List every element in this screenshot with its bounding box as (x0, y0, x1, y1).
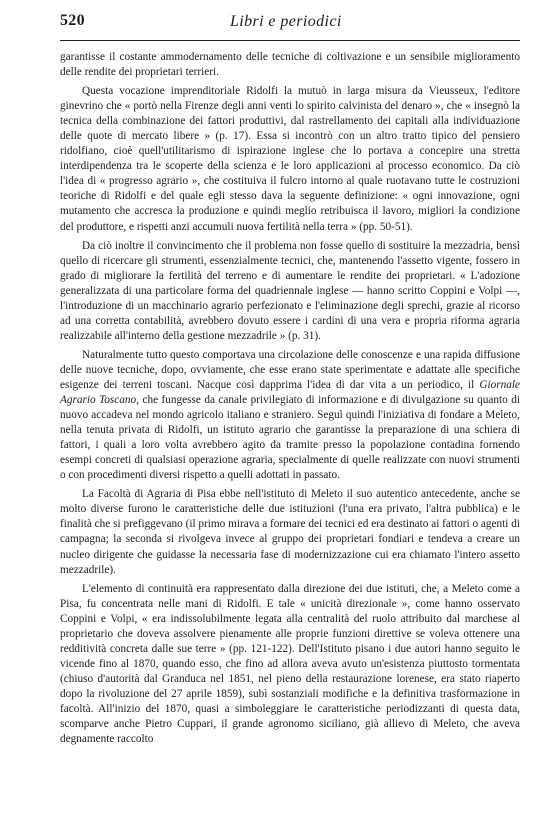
page-number: 520 (60, 12, 85, 29)
paragraph-3: Da ciò inoltre il convincimento che il problema non fosse quello di sostituire la mezzadria, bensì quello di ricercare gli strumenti, essenzialmente tecnici, che, mantenendo l'assetto vigente, fossero in grado di migliorare la fertilità del terreno e di aumentare le rendite dei proprietari. « L'adozione generalizzata di una particolare forma del quadriennale inglese — hanno scritto Coppini e Volpi —, l'introduzione di un macchinario agrario perfezionato e l'eliminazione degli sprechi, grazie al ricorso ad una corretta contabilità, avrebbero dovuto essere i cardini di una vera e propria riforma agraria realizzabile all'interno della gestione mezzadrile » (p. 31). (60, 239, 520, 342)
paragraph-1: garantisse il costante ammodernamento delle tecniche di coltivazione e un sensibile miglioramento delle rendite dei proprietari terrieri. (60, 51, 520, 79)
journal-name-italic: Giornale Agrario Toscano (60, 378, 520, 407)
paragraph-5: La Facoltà di Agraria di Pisa ebbe nell'istituto di Meleto il suo autentico antecedente, anche se molto diverse furono le caratteristiche delle due istituzioni (l'una era privato, l'altra pubblica) e le finalità che si prefiggevano (il primo mirava a formare dei tecnici ed era destinato ai fattori o agenti di campagna; la seconda si rivolgeva invece al gruppo dei proprietari fondiari e tendeva a creare un nucleo dirigente che guidasse la necessaria fase di modernizzazione cui era chiamato l'intero assetto mezzadrile). (60, 488, 520, 576)
article-body (60, 50, 520, 747)
paragraph-4: Naturalmente tutto questo comportava una circolazione delle conoscenze e una rapida diffusione delle nuove tecniche, dopo, ovviamente, che esse erano state sperimentate e adattate alle specifiche esigenze dei terreni toscani. Nacque così dapprima l'idea di dar vita a un periodico, il Giornale Agrario Toscano, che fungesse da canale privilegiato di informazione e di divulgazione su quanto di nuovo accadeva nel mondo agricolo italiano e straniero. Seguì quindi l'iniziativa di fondare a Meleto, nella tenuta privata di Ridolfi, un istituto agrario che garantisse la preparazione di una schiera di fattori, i quali a loro volta avrebbero agito da tramite presso la popolazione contadina fornendo esempi concreti di qualsiasi operazione agraria, specialmente di quelle realizzate con nuovi strumenti o con procedimenti diversi rispetto a quelli adottati in passato. (60, 348, 520, 482)
running-header (60, 10, 520, 41)
journal-title: Libri e periodici (230, 13, 342, 30)
paragraph-6: L'elemento di continuità era rappresentato dalla direzione dei due istituti, che, a Meleto come a Pisa, fu concentrata nelle mani di Ridolfi. E tale « unicità direzionale », come hanno osservato Coppini e Volpi, « era indissolubilmente legata alla centralità del ruolo attribuito dal marchese al proprietario che doveva assolvere pienamente alle proprie funzioni direttive se voleva ottenere una redditività concreta dalle sue terre » (pp. 121-122). Dell'Istituto pisano i due autori hanno seguito le vicende fino al 1870, quando esso, che fino ad allora aveva avuto un'esistenza piuttosto tormentata (chiuso d'autorità dal Granduca nel 1851, nel pieno della restaurazione lorenese, era stato riaperto dopo la rivoluzione del 27 aprile 1859), subì sostanziali modifiche e la definitiva trasformazione in facoltà. All'inizio del 1870, quasi a simboleggiare le caratteristiche periodizzanti di questa data, scomparve anche Pietro Cuppari, il grande agronomo siciliano, già allievo di Meleto, che aveva degnamente raccolto (60, 582, 520, 746)
paragraph-2: Questa vocazione imprenditoriale Ridolfi la mutuò in larga misura da Vieusseux, l'editore ginevrino che « portò nella Firenze degli anni venti lo spirito calvinista del denaro », che « insegnò la tecnica della combinazione dei fattori produttivi, dal rastrellamento dei capitali alla individuazione delle quote di mercato libere » (p. 17). Essa si incontrò con un altro tratto tipico del pensiero ridolfiano, cioè quell'utilitarismo di ispirazione inglese che lo portava a concepire una stretta interdipendenza tra le scoperte della scienza e le loro applicazioni al processo economico. Da ciò l'idea di « progresso agrario », che costituiva il fulcro intorno al quale ruotavano tutte le costruzioni teoriche di Ridolfi e del quale egli stesso dava la seguente definizione: « ogni innovazione, ogni mutamento che accresca la produzione e quindi meglio retribuisca il lavoro, migliori la condizione del produttore, e rispetti anzi accumuli nuova fertilità nella terra » (pp. 50-51). (60, 85, 520, 233)
